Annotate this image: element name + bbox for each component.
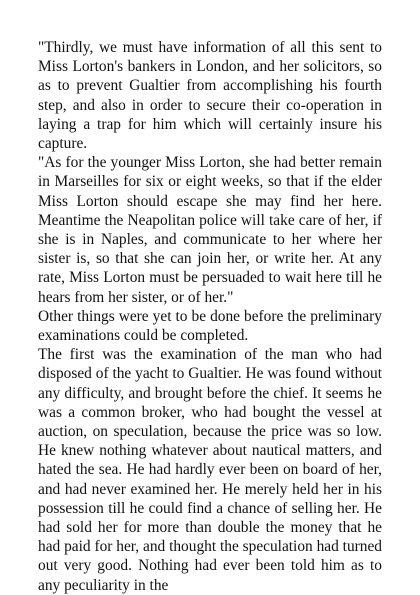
paragraph-thirdly: "Thirdly, we must have information of all this sent to Miss Lorton's bankers in London, and her solicitors, so as to prevent Gualtier from accomplishing his fourth step, and also in order to secure their co-operation in laying a trap for him which will certainly insure his capture. [38, 39, 382, 153]
document-page [38, 38, 382, 595]
paragraph-other-things: Other things were yet to be done before the preliminary examinations could be completed. [38, 307, 382, 345]
paragraph-yacht-broker: The first was the examination of the man who had disposed of the yacht to Gualtier. He was found without any difficulty, and brought before the chief. It seems he was a common broker, who had bought the vessel at auction, on speculation, because the price was so low. He knew nothing whatever about nautical matters, and hated the sea. He had hardly ever been on board of her, and had never examined her. He merely held her in his possession till he could find a chance of selling her. He had sold her for more than double the money that he had paid for her, and thought the speculation had turned out very good. Nothing had ever been told him as to any peculiarity in the [38, 346, 382, 594]
paragraph-younger-miss-lorton: "As for the younger Miss Lorton, she had better remain in Marseilles for six or eight weeks, so that if the elder Miss Lorton should escape she may find her here. Meantime the Neapolitan police will take care of her, if she is in Naples, and communicate to her where her sister is, so that she can join her, or write her. At any rate, Miss Lorton must be persuaded to wait here till he hears from her sister, or of her." [38, 154, 382, 306]
